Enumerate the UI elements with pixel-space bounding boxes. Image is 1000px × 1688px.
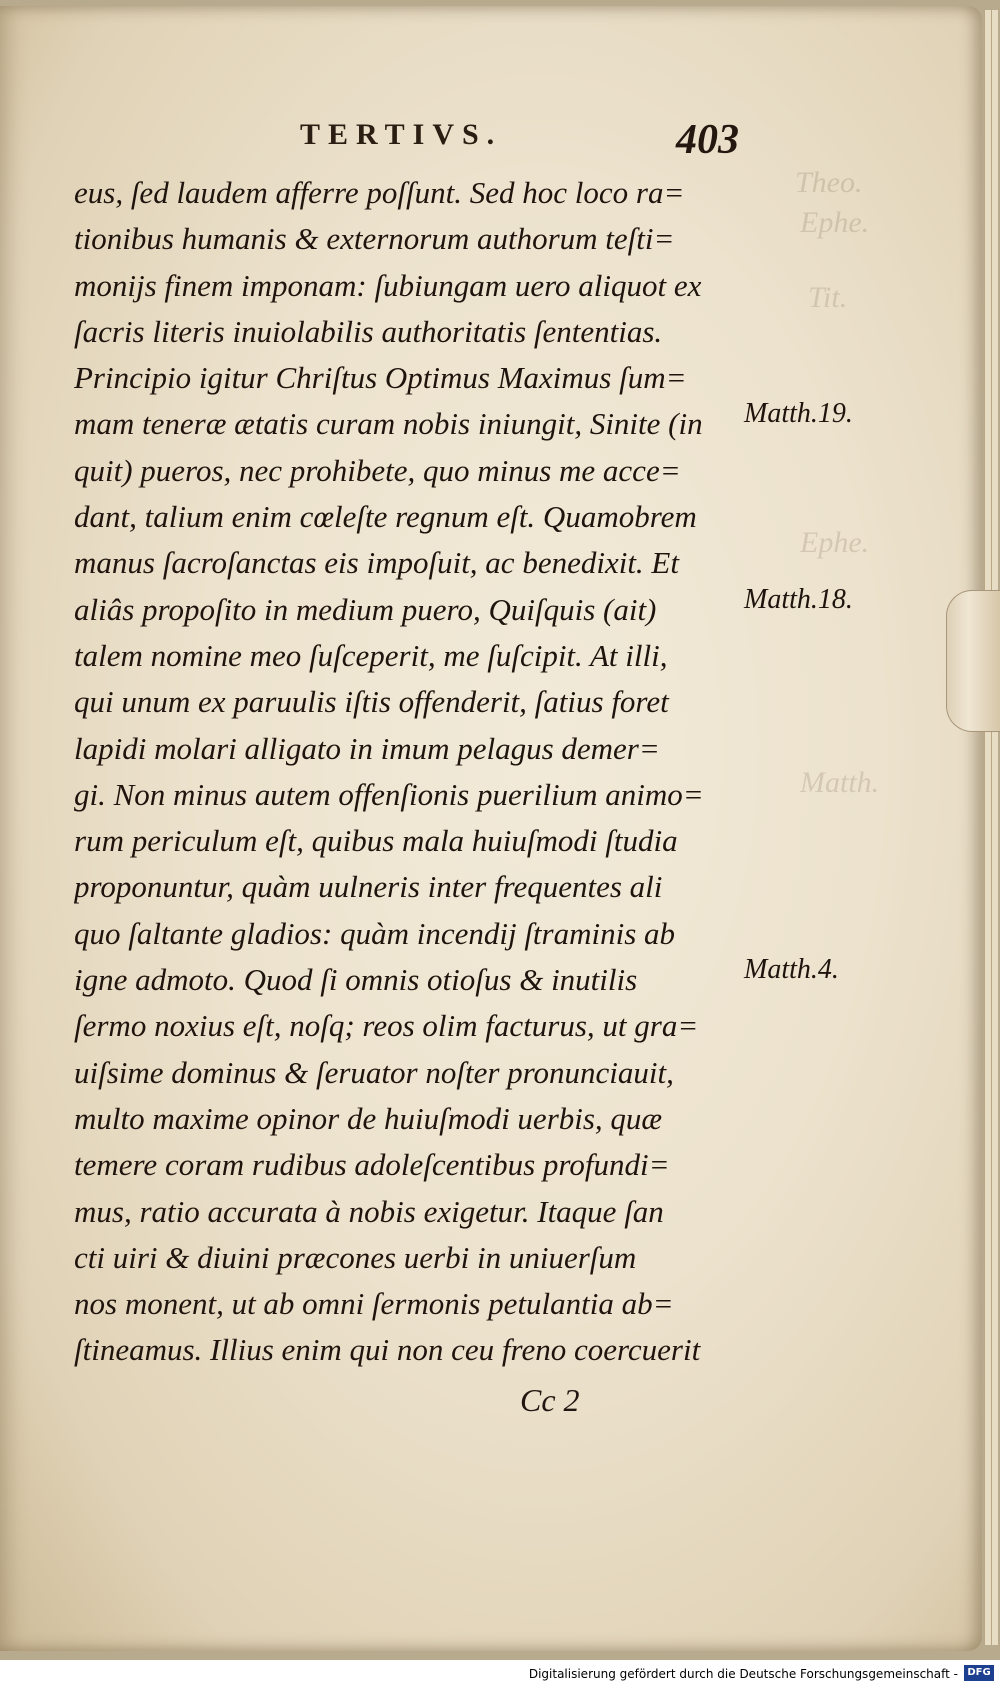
text-line: proponuntur, quàm uulneris inter frequentes ali [74, 869, 663, 905]
text-line: talem nomine meo ſuſceperit, me ſuſcipit. At illi, [74, 637, 668, 673]
book-clasp [946, 590, 1000, 732]
text-line: tionibus humanis & externorum authorum teſti= [74, 221, 675, 257]
page-number: 403 [676, 117, 739, 163]
text-line: mam teneræ ætatis curam nobis iniungit, Sinite (in [74, 406, 703, 442]
text-line: manus ſacroſanctas eis impoſuit, ac benedixit. Et [74, 545, 679, 581]
page-edge [984, 10, 991, 1645]
text-line: aliâs propoſito in medium puero, Quiſquis (ait) [74, 591, 657, 627]
text-line: ſacris literis inuiolabilis authoritatis ſententias. [74, 313, 663, 349]
show-through-text: Matth. [800, 766, 880, 799]
text-line: quit) pueros, nec prohibete, quo minus me acce= [74, 452, 681, 488]
show-through-text: Theo. [795, 166, 863, 199]
text-line: mus, ratio accurata à nobis exigetur. Itaque ſan [74, 1193, 664, 1229]
dfg-logo: DFG [964, 1665, 994, 1681]
show-through-text: Tit. [808, 281, 848, 314]
footer-bar [0, 1660, 1000, 1688]
text-line: rum periculum eſt, quibus mala huiuſmodi ſtudia [74, 823, 678, 859]
text-line: cti uiri & diuini præcones uerbi in uniuerſum [74, 1239, 637, 1275]
text-line: multo maxime opinor de huiuſmodi uerbis, quæ [74, 1100, 663, 1136]
margin-note: Matth.18. [744, 584, 853, 615]
text-line: temere coram rudibus adoleſcentibus profundi= [74, 1147, 670, 1183]
text-line: quo ſaltante gladios: quàm incendij ſtraminis ab [74, 915, 676, 951]
body-text [74, 170, 739, 1374]
text-line: igne admoto. Quod ſi omnis otioſus & inutilis [74, 962, 638, 998]
text-line: ſermo noxius eſt, noſq; reos olim facturus, ut gra= [74, 1008, 699, 1044]
book-page [0, 6, 982, 1651]
funding-credit: Digitalisierung gefördert durch die Deutsche Forschungsgemeinschaft - [528, 1667, 958, 1681]
text-line: dant, talium enim cœleſte regnum eſt. Quamobrem [74, 499, 697, 535]
text-line: ſtineamus. Illius enim qui non ceu freno coercuerit [74, 1332, 701, 1368]
text-line: nos monent, ut ab omni ſermonis petulantia ab= [74, 1286, 674, 1322]
text-line: eus, ſed laudem afferre poſſunt. Sed hoc loco ra= [74, 175, 685, 210]
text-line: lapidi molari alligato in imum pelagus demer= [74, 730, 660, 766]
page-edge [991, 10, 998, 1645]
text-line: qui unum ex paruulis iſtis offenderit, ſatius foret [74, 684, 669, 720]
show-through-text: Ephe. [800, 526, 870, 559]
text-line: gi. Non minus autem offenſionis puerilium animo= [74, 776, 704, 812]
text-line: monijs finem imponam: ſubiungam uero aliquot ex [74, 267, 702, 303]
margin-note: Matth.19. [744, 398, 853, 429]
margin-note: Matth.4. [744, 954, 839, 985]
text-line: Principio igitur Chriſtus Optimus Maximus ſum= [74, 360, 687, 396]
text-line: uiſsime dominus & ſeruator noſter pronunciauit, [74, 1054, 674, 1090]
signature-mark: Cc 2 [520, 1382, 580, 1418]
running-head: TERTIVS. [300, 118, 503, 151]
show-through-text: Ephe. [800, 206, 870, 239]
